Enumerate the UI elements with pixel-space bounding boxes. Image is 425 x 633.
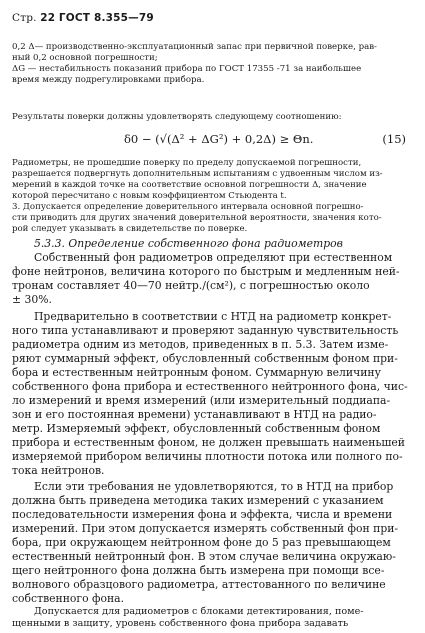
standard-number: ГОСТ 8.355—79	[58, 12, 154, 24]
body-line: ного типа устанавливают и проверяют заданную чувствительность	[12, 324, 399, 337]
body-line: Если эти требования не удовлетворяются, то в НТД на прибор	[34, 480, 394, 493]
body-line: измерений. При этом допускается измерять собственный фон при-	[12, 522, 399, 535]
body-line: тронам составляет 40—70 нейтр./(см²), с погрешностью около	[12, 279, 370, 292]
body-line: ряют суммарный эффект, обусловленный собственным фоном при-	[12, 352, 398, 365]
note-line: которой пересчитано с новым коэффициентом Стьюдента t.	[12, 191, 287, 201]
small-line: Результаты поверки должны удовлетворять следующему соотношению:	[12, 112, 342, 122]
small-line: ный 0,2 основной погрешности;	[12, 53, 158, 63]
body-line: Допускается для радиометров с блоками детектирования, поме-	[34, 606, 364, 617]
small-line: 0,2 Δ— производственно-эксплуатационный запас при первичной поверке, рав-	[12, 42, 377, 52]
body-line: собственного фона прибора и естественного нейтронного фона, чис-	[12, 380, 408, 393]
body-line: Собственный фон радиометров определяют при естественном	[34, 251, 393, 264]
body-line: естественный нейтронный фон. В этом случае величина окружаю-	[12, 550, 396, 563]
body-line: тока нейтронов.	[12, 464, 105, 477]
note-line: 3. Допускается определение доверительного интервала основной погрешно-	[12, 202, 364, 212]
body-line: зон и его постоянная времени) устанавливают в НТД на радио-	[12, 408, 377, 421]
body-line: измеряемой прибором величины плотности потока или полного по-	[12, 450, 403, 463]
section-title: 5.3.3. Определение собственного фона радиометров	[34, 237, 343, 250]
body-line: бора, при окружающем нейтронном фоне до 5 раз превышающем	[12, 536, 391, 549]
page-prefix: Стр.	[12, 12, 37, 24]
body-line: ± 30%.	[12, 293, 52, 306]
note-line: разрешается подвергнуть дополнительным испытаниям с удвоенным числом из-	[12, 169, 383, 179]
note-line: сти приводить для других значений доверительной вероятности, значения кото-	[12, 213, 382, 223]
body-line: метр. Измеряемый эффект, обусловленный собственным фоном	[12, 422, 381, 435]
body-line: щего нейтронного фона должна быть измерена при помощи все-	[12, 564, 385, 577]
body-line: собственного фона.	[12, 592, 125, 605]
page-header	[12, 12, 412, 28]
note-line: мерений в каждой точке на соответствие основной погрешности Δ, значение	[12, 180, 367, 190]
body-line: ло измерений и время измерений (или измерительный поддиапа-	[12, 394, 391, 407]
small-line: время между подрегулировками прибора.	[12, 75, 205, 85]
body-line: фоне нейтронов, величина которого по быстрым и медленным ней-	[12, 265, 400, 278]
formula-expression: δ0 − (√(Δ² + ΔG²) + 0,2Δ) ≥ Θn.	[124, 132, 314, 146]
formula-number: (15)	[382, 132, 406, 146]
page-number: 22	[40, 12, 56, 24]
note-line: рой следует указывать в свидетельстве по поверке.	[12, 224, 248, 234]
body-line: бора и естественным нейтронным фоном. Суммарную величину	[12, 366, 381, 379]
body-line: волнового образцового радиометра, аттестованного по величине	[12, 578, 386, 591]
body-line: щенными в защиту, уровень собственного фона прибора задавать	[12, 618, 349, 629]
body-line: прибора и естественным фоном, не должен превышать наименьшей	[12, 436, 405, 449]
formula-15	[12, 132, 412, 152]
note-line: Радиометры, не прошедшие поверку по пределу допускаемой погрешности,	[12, 158, 362, 168]
small-line: ΔG — нестабильность показаний прибора по ГОСТ 17355 -71 за наибольшее	[12, 64, 362, 74]
body-line: радиометра одним из методов, приведенных в п. 5.3. Затем изме-	[12, 338, 389, 351]
body-line: последовательности измерения фона и эффекта, числа и времени	[12, 508, 393, 521]
body-line: должна быть приведена методика таких измерений с указанием	[12, 494, 384, 507]
body-line: Предварительно в соответствии с НТД на радиометр конкрет-	[34, 310, 392, 323]
